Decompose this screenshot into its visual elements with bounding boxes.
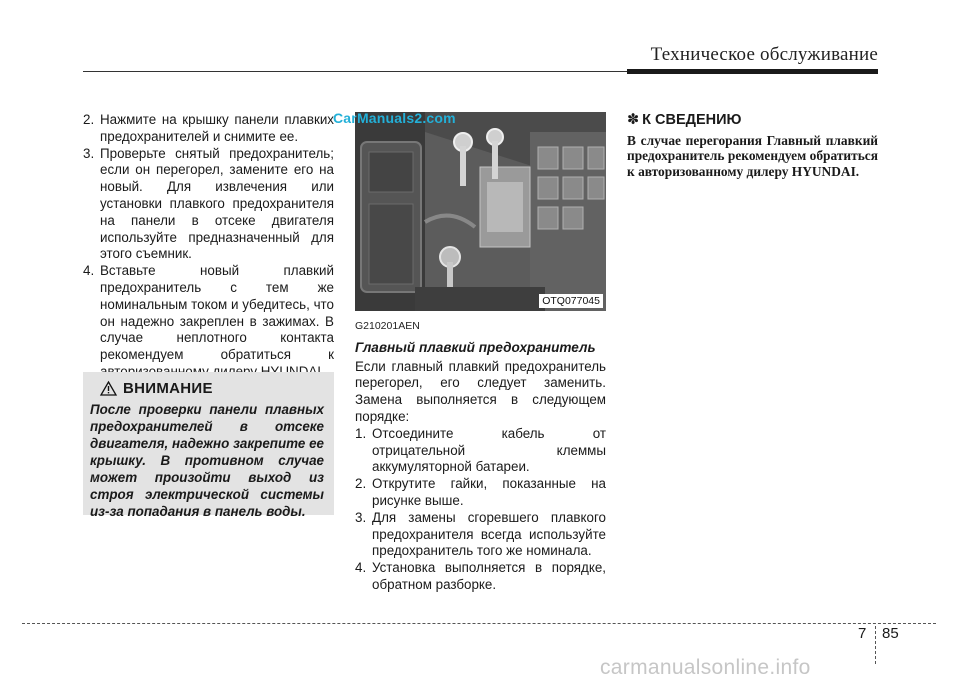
list-item [355,560,606,594]
site-watermark: carmanualsonline.info [600,656,811,679]
step-number: 1. [355,425,367,441]
step-number: 4. [355,560,367,576]
step-number: 2. [83,112,95,127]
warning-title: ВНИМАНИЕ [123,380,213,397]
engine-fuse-box-photo [333,110,606,311]
fuse-box-illustration [355,112,606,311]
step-text: Для замены сгоревшего плавкого предохранителя всегда используйте предохранитель того же номинала. [372,509,606,559]
document-code: G210201AEN [355,320,420,332]
middle-steps-list [355,426,606,594]
step-text: Открутите гайки, показанные на рисунке выше. [372,476,606,508]
step-text: Нажмите на крышку панели плавких предохранителей и снимите ее. [100,112,334,144]
step-number: 3. [83,145,95,161]
step-number: 4. [83,263,95,279]
left-steps-list [83,112,334,381]
section-intro: Если главный плавкий предохранитель перегорел, его следует заменить. Замена выполняется в следующем порядке: [355,358,606,424]
right-column [627,112,878,180]
page-number-divider [875,626,876,664]
chapter-number: 7 [858,625,867,642]
warning-header [90,380,324,397]
footer-divider [22,623,936,624]
info-header [627,112,878,129]
step-text: Вставьте новый плавкий предохранитель с тем же номинальным током и убедитесь, что он надежно закреплен в зажимах. В случае неплотного контакта рекомендуем обратиться к [100,263,334,363]
list-item [83,146,334,264]
step-text: Установка выполняется в порядке, обратном разборке. [372,560,606,592]
info-text: В случае перегорания Главный плавкий предохранитель рекомендуем обратиться к авторизованному дилеру HYUNDAI. [627,132,878,179]
step-text: Проверьте снятый предохранитель; если он перегорел, замените его на новый. Для извлечения или установки плавкого предохранителя на панели в отсеке двигателя используйте предназначенный для этого съемник. [100,145,334,262]
photo-watermark: CarManuals2.com [333,110,456,126]
warning-box [83,372,334,519]
list-item [355,510,606,560]
step-number: 3. [355,509,367,525]
list-item [355,426,606,476]
photo-code: OTQ077045 [539,294,603,308]
step-text: Отсоедините кабель от отрицательной клеммы аккумуляторной батареи. [372,425,606,475]
section-title: Главный плавкий предохранитель [355,339,596,355]
left-column [83,112,334,381]
list-item [355,476,606,510]
header-accent-bar [627,69,878,74]
list-item [83,112,334,146]
page-number: 85 [882,625,899,642]
warning-text: После проверки панели плавных предохранителей в отсеке двигателя, надежно закрепите ее крышку. В противном случае может произойти выход из строя электрической системы из-за попадания в панель воды. [90,402,324,519]
page-title: Техническое обслуживание [650,44,878,65]
step-number: 2. [355,476,367,492]
asterisk-icon: ✽ [627,112,640,128]
info-title: К СВЕДЕНИЮ [642,112,742,128]
middle-column [333,110,606,594]
warning-triangle-icon [100,381,117,396]
list-item [83,263,334,381]
